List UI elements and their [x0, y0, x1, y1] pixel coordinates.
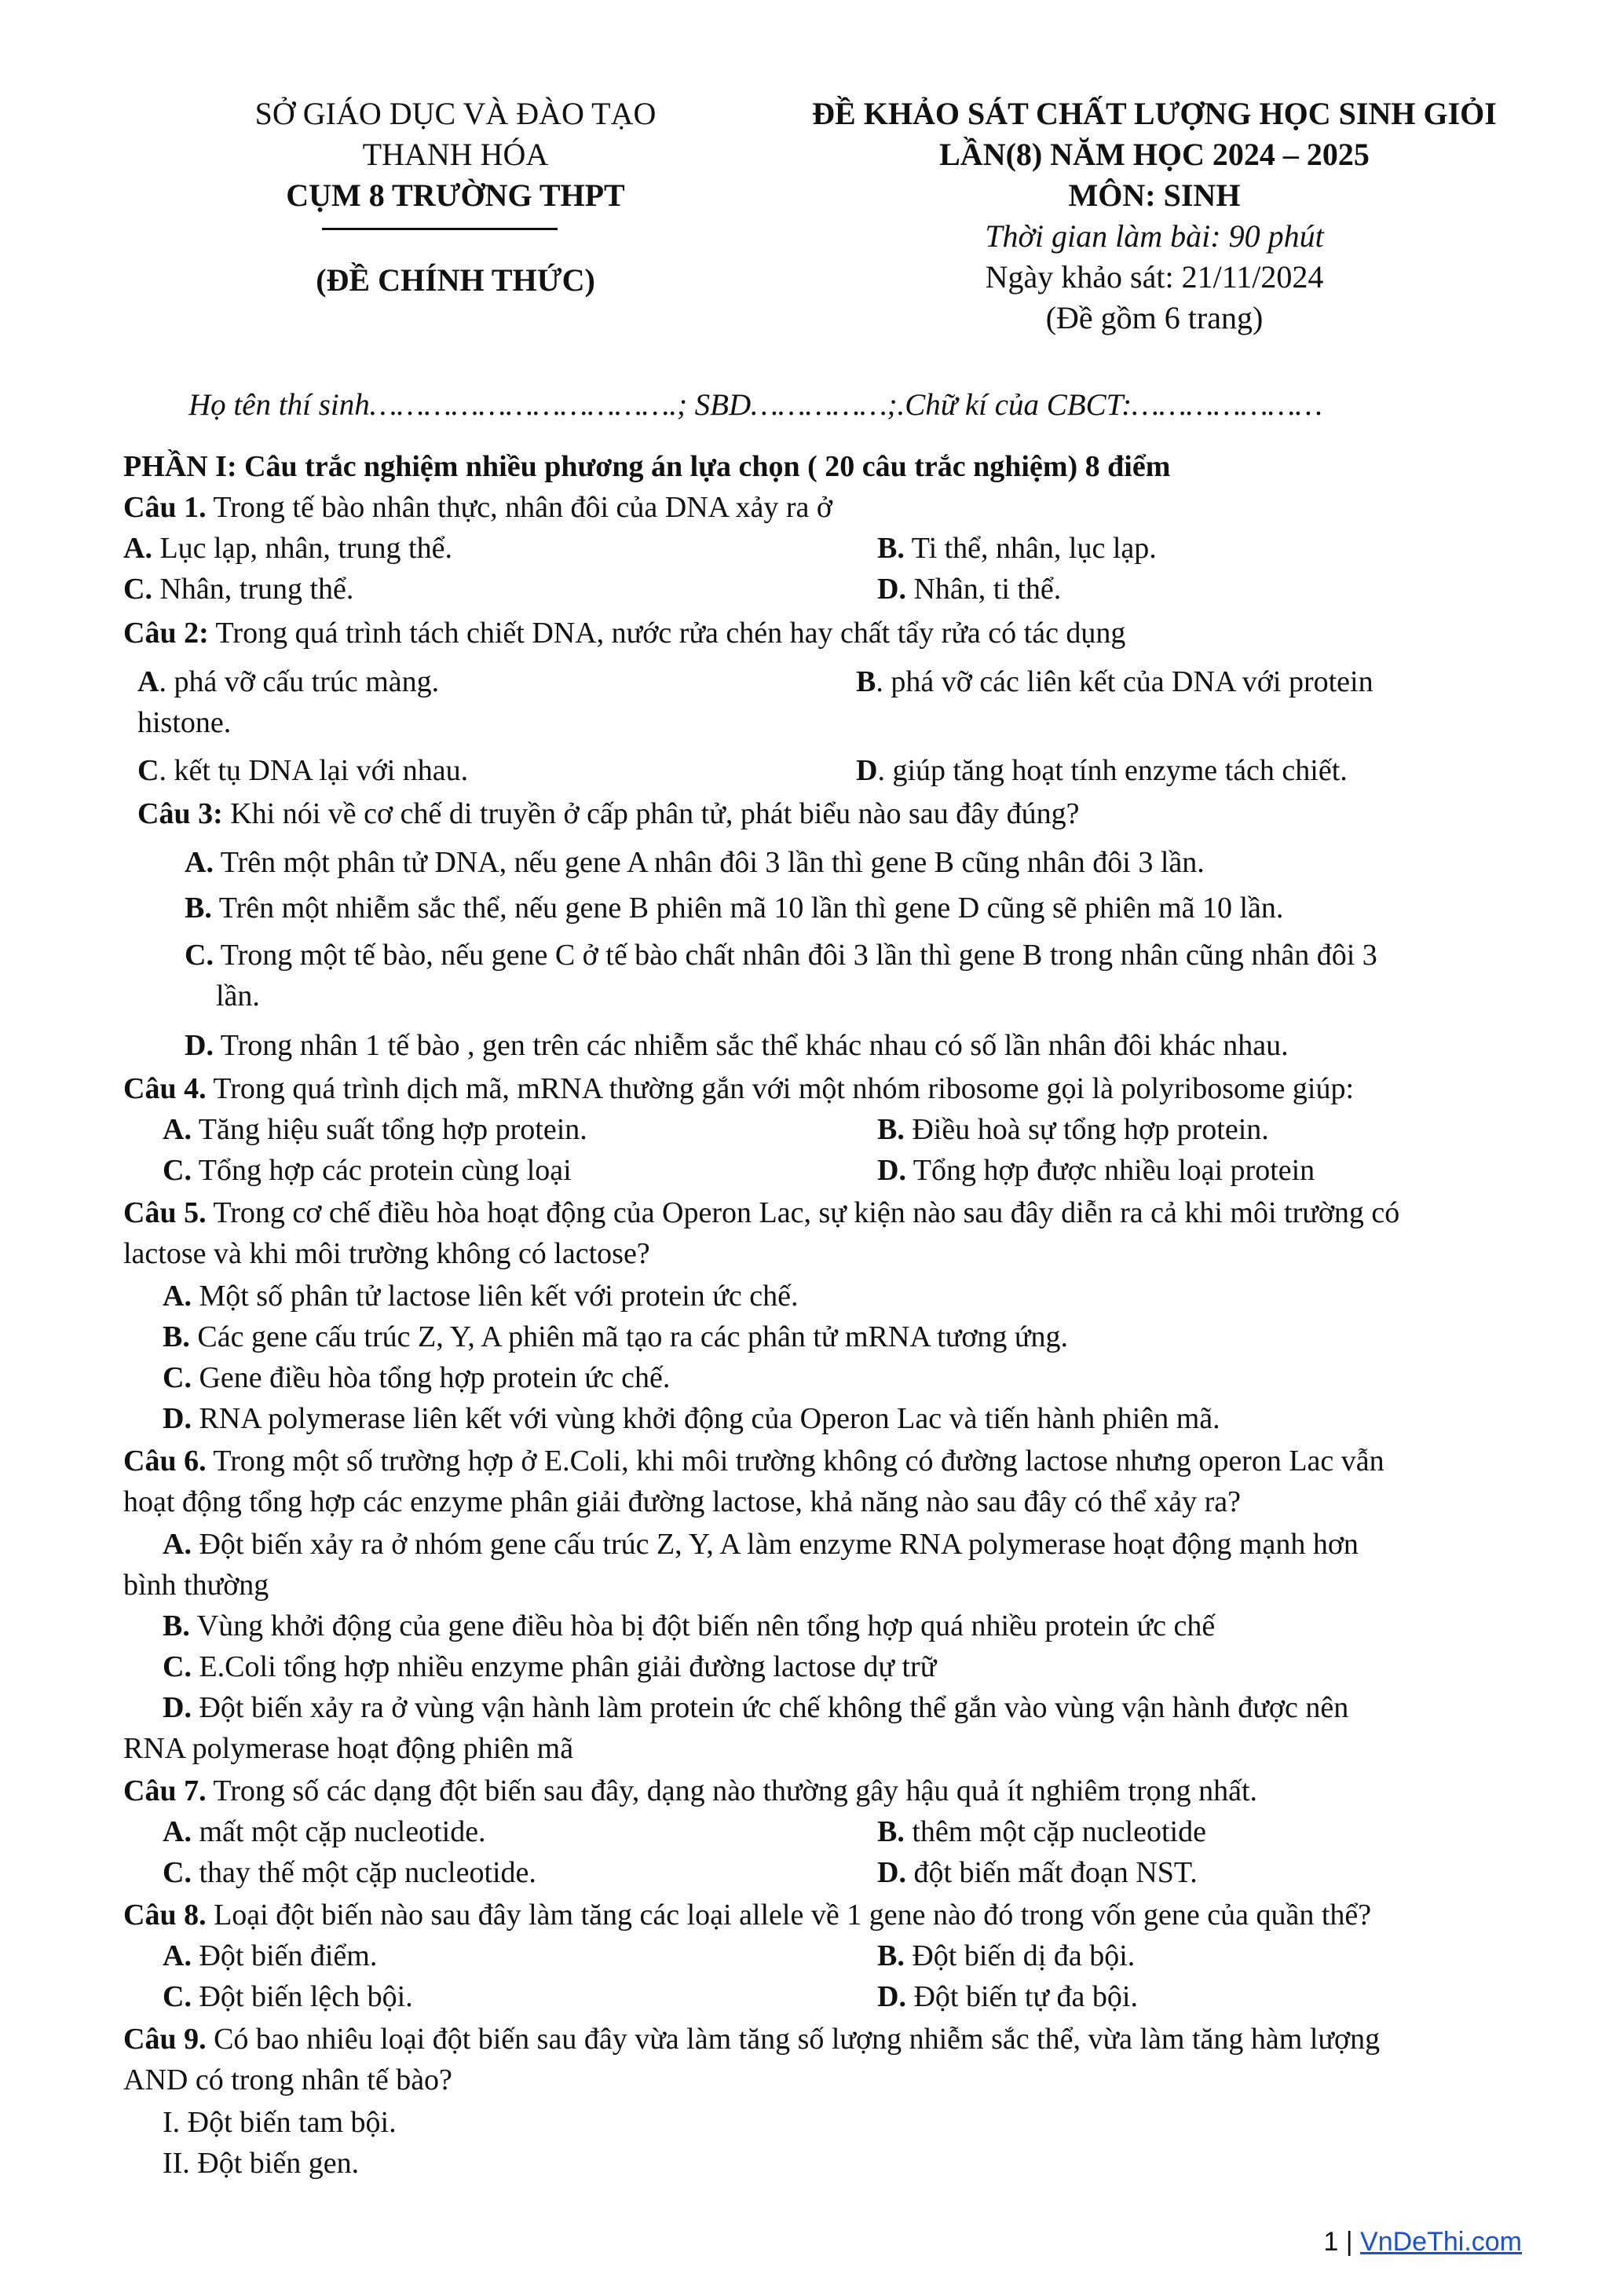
question-8: Câu 8. Loại đột biến nào sau đây làm tăng các loại allele về 1 gene nào đó trong vốn gene của quần thể? — [123, 1899, 1372, 1932]
duration: Thời gian làm bài: 90 phút — [985, 218, 1324, 254]
page-footer — [1323, 2227, 1522, 2258]
exam-round: LẦN(8) NĂM HỌC 2024 – 2025 — [939, 137, 1370, 172]
q3-option-c-cont: lần. — [216, 980, 260, 1013]
q7-option-d: D. đột biến mất đoạn NST. — [877, 1856, 1198, 1889]
question-3: Câu 3: Khi nói về cơ chế di truyền ở cấp phân tử, phát biểu nào sau đây đúng? — [137, 797, 1080, 830]
site-link[interactable]: VnDeThi.com — [1360, 2227, 1522, 2257]
q8-option-b: B. Đột biến dị đa bội. — [877, 1939, 1136, 1972]
q1-option-b: B. Ti thể, nhân, lục lạp. — [877, 532, 1157, 565]
q5-option-c: C. Gene điều hòa tổng hợp protein ức chế. — [163, 1361, 671, 1394]
question-7: Câu 7. Trong số các dạng đột biến sau đây, dạng nào thường gây hậu quả ít nghiêm trọng nhất. — [123, 1774, 1258, 1807]
q2-option-a: A. phá vỡ cấu trúc màng. — [137, 665, 440, 698]
q3-option-c: C. Trong một tế bào, nếu gene C ở tế bào chất nhân đôi 3 lần thì gene B trong nhân cũng nhân đôi 3 — [185, 939, 1377, 972]
q2-option-d: D. giúp tăng hoạt tính enzyme tách chiết. — [856, 754, 1348, 787]
q6-option-d-cont: RNA polymerase hoạt động phiên mã — [123, 1732, 574, 1765]
q2-option-b: B. phá vỡ các liên kết của DNA với protein — [856, 665, 1373, 698]
province-name: THANH HÓA — [362, 137, 549, 172]
q1-option-a: A. Lục lạp, nhân, trung thể. — [123, 532, 452, 565]
q7-option-c: C. thay thế một cặp nucleotide. — [163, 1856, 536, 1889]
q1-option-d: D. Nhân, ti thể. — [877, 573, 1062, 606]
q7-option-a: A. mất một cặp nucleotide. — [163, 1815, 486, 1848]
question-5-cont: lactose và khi môi trường không có lactose? — [123, 1237, 650, 1270]
q4-option-b: B. Điều hoà sự tổng hợp protein. — [877, 1113, 1269, 1146]
question-2: Câu 2: Trong quá trình tách chiết DNA, nước rửa chén hay chất tẩy rửa có tác dụng — [123, 617, 1126, 650]
q2-option-b-cont: histone. — [137, 706, 232, 739]
question-4: Câu 4. Trong quá trình dịch mã, mRNA thường gắn với một nhóm ribosome gọi là polyribosome giúp: — [123, 1072, 1355, 1105]
question-6-cont: hoạt động tổng hợp các enzyme phân giải đường lactose, khả năng nào sau đây có thể xảy ra? — [123, 1485, 1242, 1518]
q7-option-b: B. thêm một cặp nucleotide — [877, 1815, 1206, 1848]
q4-option-c: C. Tổng hợp các protein cùng loại — [163, 1154, 572, 1187]
exam-title: ĐỀ KHẢO SÁT CHẤT LƯỢNG HỌC SINH GIỎI — [812, 96, 1497, 131]
question-5: Câu 5. Trong cơ chế điều hòa hoạt động của Operon Lac, sự kiện nào sau đây diễn ra cả khi môi trường có — [123, 1196, 1400, 1229]
q5-option-a: A. Một số phân tử lactose liên kết với protein ức chế. — [163, 1280, 799, 1313]
question-6: Câu 6. Trong một số trường hợp ở E.Coli, khi môi trường không có đường lactose nhưng operon Lac vẫn — [123, 1445, 1384, 1478]
school-cluster: CỤM 8 TRƯỜNG THPT — [286, 178, 625, 213]
part1-title: PHẦN I: Câu trắc nghiệm nhiều phương án lựa chọn ( 20 câu trắc nghiệm) 8 điểm — [123, 450, 1171, 483]
q3-option-b: B. Trên một nhiễm sắc thể, nếu gene B phiên mã 10 lần thì gene D cũng sẽ phiên mã 10 lần. — [185, 892, 1284, 925]
q3-option-a: A. Trên một phân tử DNA, nếu gene A nhân đôi 3 lần thì gene B cũng nhân đôi 3 lần. — [185, 846, 1205, 879]
header-divider — [322, 228, 558, 230]
question-9: Câu 9. Có bao nhiêu loại đột biến sau đây vừa làm tăng số lượng nhiễm sắc thể, vừa làm tăng hàm lượng — [123, 2023, 1381, 2056]
question-9-cont: AND có trong nhân tế bào? — [123, 2063, 452, 2096]
page-count: (Đề gồm 6 trang) — [1045, 300, 1264, 335]
q3-option-d: D. Trong nhân 1 tế bào , gen trên các nhiễm sắc thể khác nhau có số lần nhân đôi khác nhau. — [185, 1029, 1289, 1062]
q5-option-b: B. Các gene cấu trúc Z, Y, A phiên mã tạo ra các phân tử mRNA tương ứng. — [163, 1320, 1069, 1353]
page-number: 1 | — [1323, 2227, 1361, 2257]
q4-option-d: D. Tổng hợp được nhiều loại protein — [877, 1154, 1315, 1187]
q4-option-a: A. Tăng hiệu suất tổng hợp protein. — [163, 1113, 587, 1146]
q6-option-a: A. Đột biến xảy ra ở nhóm gene cấu trúc Z, Y, A làm enzyme RNA polymerase hoạt động mạnh hơn — [163, 1528, 1359, 1561]
subject: MÔN: SINH — [1068, 178, 1241, 213]
question-1: Câu 1. Trong tế bào nhân thực, nhân đôi của DNA xảy ra ở — [123, 491, 832, 524]
q6-option-d: D. Đột biến xảy ra ở vùng vận hành làm protein ức chế không thể gắn vào vùng vận hành được nên — [163, 1691, 1349, 1724]
dept-name: SỞ GIÁO DỤC VÀ ĐÀO TẠO — [254, 96, 657, 131]
q8-option-c: C. Đột biến lệch bội. — [163, 1980, 413, 2013]
q9-item-1: I. Đột biến tam bội. — [163, 2106, 397, 2139]
official-tag: (ĐỀ CHÍNH THỨC) — [316, 262, 595, 298]
q1-option-c: C. Nhân, trung thể. — [123, 573, 354, 606]
q5-option-d: D. RNA polymerase liên kết với vùng khởi động của Operon Lac và tiến hành phiên mã. — [163, 1402, 1220, 1435]
q6-option-b: B. Vùng khởi động của gene điều hòa bị đột biến nên tổng hợp quá nhiều protein ức chế — [163, 1609, 1216, 1642]
q8-option-a: A. Đột biến điểm. — [163, 1939, 378, 1972]
q6-option-a-cont: bình thường — [123, 1569, 269, 1602]
candidate-info-line: Họ tên thí sinh…………………………….; SBD……………;.Chữ kí của CBCT:………………… — [188, 388, 1322, 422]
q6-option-c: C. E.Coli tổng hợp nhiều enzyme phân giải đường lactose dự trữ — [163, 1650, 937, 1683]
q8-option-d: D. Đột biến tự đa bội. — [877, 1980, 1138, 2013]
q2-option-c: C. kết tụ DNA lại với nhau. — [137, 754, 469, 787]
exam-date: Ngày khảo sát: 21/11/2024 — [985, 259, 1324, 295]
q9-item-2: II. Đột biến gen. — [163, 2147, 360, 2180]
